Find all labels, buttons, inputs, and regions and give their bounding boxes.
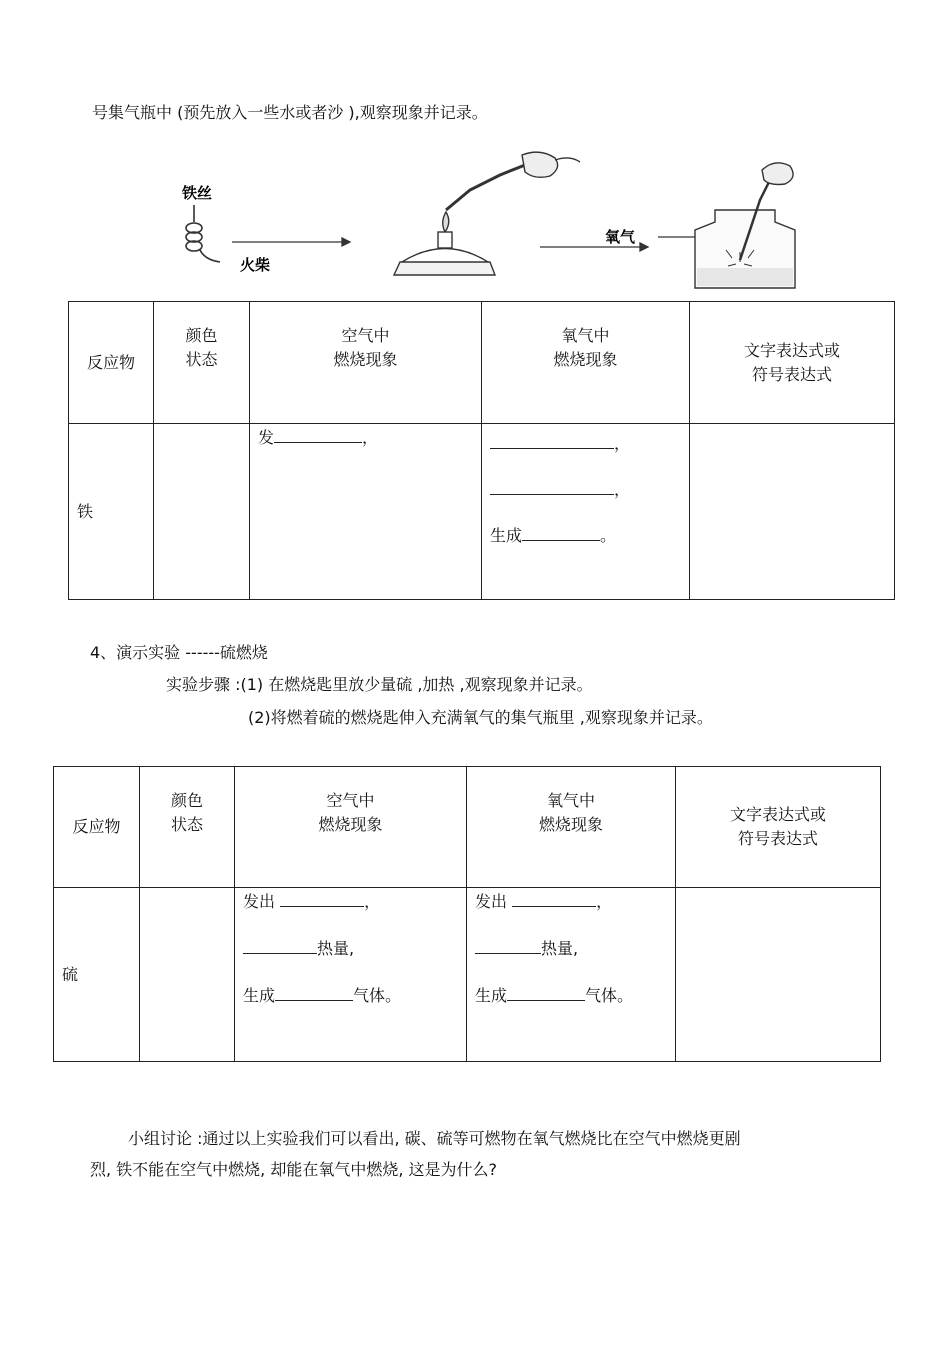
step-2: (2)将燃着硫的燃烧匙伸入充满氧气的集气瓶里 ,观察现象并记录。 [248,708,713,727]
header-color-state: 颜色 状态 [140,767,235,888]
alcohol-lamp-icon [394,152,580,275]
step-1: 实验步骤 :(1) 在燃烧匙里放少量硫 ,加热 ,观察现象并记录。 [166,675,593,694]
iron-table [68,301,895,600]
label-match: 火柴 [240,256,271,274]
cell-air-observation[interactable]: 发出 ， 热量, 生成 气体。 [235,888,467,1062]
header-expression: 文字表达式或 符号表达式 [676,767,881,888]
iron-wire-experiment-figure [170,150,810,295]
cell-oxygen-observation[interactable]: 发出 ， 热量, 生成 气体。 [467,888,676,1062]
header-air: 空气中 燃烧现象 [250,302,482,424]
intro-line: 号集气瓶中 (预先放入一些水或者沙 ),观察现象并记录。 [92,103,488,122]
gas-jar-icon [695,163,795,288]
cell-expression[interactable] [676,888,881,1062]
table-header-row [54,767,881,888]
coil-icon [186,205,220,262]
cell-color-state[interactable] [154,424,250,600]
table-row [69,424,895,600]
cell-reactant: 硫 [54,888,140,1062]
cell-reactant: 铁 [69,424,154,600]
section-title: 4、演示实验 ------硫燃烧 [90,643,268,662]
label-iron-wire: 铁丝 [182,184,213,202]
header-reactant: 反应物 [54,767,140,888]
cell-oxygen-observation[interactable]: ， ， 生成 。 [482,424,690,600]
header-air: 空气中 燃烧现象 [235,767,467,888]
header-expression: 文字表达式或 符号表达式 [690,302,895,424]
table-row [54,888,881,1062]
table-header-row [69,302,895,424]
header-reactant: 反应物 [69,302,154,424]
cell-color-state[interactable] [140,888,235,1062]
label-oxygen: 氧气 [605,228,636,246]
header-color-state: 颜色 状态 [154,302,250,424]
discussion-line-1: 小组讨论 :通过以上实验我们可以看出, 碳、硫等可燃物在氧气燃烧比在空气中燃烧更剧 [128,1129,741,1148]
cell-air-observation[interactable]: 发 ， [250,424,482,600]
cell-expression[interactable] [690,424,895,600]
header-oxygen: 氧气中 燃烧现象 [467,767,676,888]
discussion-line-2: 烈, 铁不能在空气中燃烧, 却能在氧气中燃烧, 这是为什么? [90,1160,498,1179]
header-oxygen: 氧气中 燃烧现象 [482,302,690,424]
sulfur-table [53,766,881,1062]
